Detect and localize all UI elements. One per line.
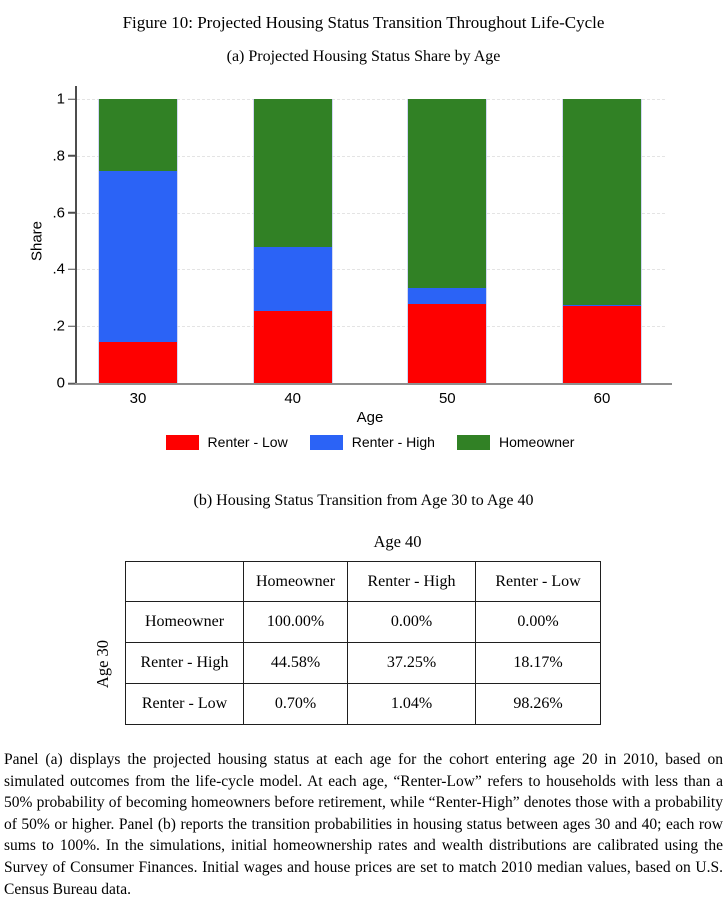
plot-area	[52, 90, 665, 392]
y-axis-title: Share	[28, 220, 46, 262]
bar-segment-homeowner	[408, 99, 486, 288]
legend-swatch-renter-low	[166, 435, 199, 450]
bar-segment-homeowner	[99, 99, 177, 171]
x-tick-label: 40	[284, 390, 301, 407]
table-cell: 37.25%	[348, 643, 476, 684]
bar-segment-renter-high	[99, 171, 177, 341]
table-cell: 100.00%	[244, 602, 348, 643]
table-cell: 0.70%	[244, 684, 348, 725]
table-row-homeowner	[126, 602, 601, 643]
table-corner-cell	[126, 562, 244, 602]
y-tick-label: .4	[52, 260, 65, 278]
legend-item-homeowner	[457, 434, 574, 450]
y-tick-label: 0	[56, 374, 65, 392]
chart-legend	[75, 434, 665, 450]
table-cell: 44.58%	[244, 643, 348, 684]
column-header-renter-high: Renter - High	[348, 562, 476, 602]
table-row-renter-low	[126, 684, 601, 725]
panel-a-chart	[0, 90, 727, 450]
legend-item-renter-low	[166, 434, 288, 450]
table-row-renter-high	[126, 643, 601, 684]
legend-label: Renter - Low	[207, 434, 288, 450]
bar-segment-homeowner	[563, 99, 641, 305]
legend-label: Homeowner	[498, 434, 575, 450]
table-cell: 1.04%	[348, 684, 476, 725]
y-tick-label: .6	[52, 204, 65, 222]
bar-segment-renter-low	[254, 311, 332, 383]
x-tick-label: 50	[438, 390, 456, 407]
row-label: Renter - High	[126, 643, 244, 684]
bars-row	[75, 99, 665, 383]
table-column-group-label: Age 40	[373, 532, 422, 551]
bar-segment-renter-high	[254, 247, 332, 311]
table-cell: 0.00%	[476, 602, 601, 643]
legend-item-renter-high	[310, 434, 435, 450]
x-tick-label: 30	[129, 390, 147, 407]
table-cell: 98.26%	[476, 684, 601, 725]
column-header-renter-low: Renter - Low	[476, 562, 601, 602]
transition-table	[125, 561, 601, 725]
bar-segment-renter-low	[99, 342, 177, 383]
y-tick-label: .8	[52, 147, 65, 165]
panel-b-title: (b) Housing Status Transition from Age 30 to Age 40	[193, 492, 534, 509]
x-tick-labels	[75, 390, 665, 407]
bar-segment-renter-high	[408, 288, 486, 304]
x-axis-line	[68, 383, 672, 385]
bar-segment-renter-low	[563, 306, 641, 383]
stacked-bar-age-30	[98, 99, 178, 383]
x-axis-title: Age	[356, 409, 384, 426]
y-tick-mark	[68, 155, 75, 157]
legend-label: Renter - High	[351, 434, 435, 450]
y-tick-mark	[68, 98, 75, 100]
y-tick-label: 1	[56, 90, 65, 108]
row-label: Homeowner	[126, 602, 244, 643]
bar-segment-homeowner	[254, 99, 332, 247]
bar-segment-renter-low	[408, 304, 486, 383]
column-header-homeowner: Homeowner	[244, 562, 348, 602]
y-tick-mark	[68, 325, 75, 327]
legend-swatch-homeowner	[457, 435, 490, 450]
panel-a-title: (a) Projected Housing Status Share by Age	[226, 48, 501, 65]
table-header-row	[126, 562, 601, 602]
x-tick-label: 60	[593, 390, 611, 407]
y-tick-label: .2	[52, 317, 65, 335]
table-cell: 18.17%	[476, 643, 601, 684]
table-cell: 0.00%	[348, 602, 476, 643]
legend-swatch-renter-high	[310, 435, 343, 450]
row-label: Renter - Low	[126, 684, 244, 725]
y-tick-mark	[68, 212, 75, 214]
y-tick-mark	[68, 382, 75, 384]
stacked-bar-age-40	[253, 99, 333, 383]
table-row-group-label: Age 30	[93, 639, 112, 689]
stacked-bar-age-60	[562, 99, 642, 383]
figure-caption: Panel (a) displays the projected housing status at each age for the cohort entering age 20 in 2010, based on simulated outcomes from the life-cycle model. At each age, “Renter-Low” refers to households with less than a 50% probability of becoming homeowners before retirement, while “Renter-High” denotes those with a probability of 50% or higher. Panel (b) reports the transition probabilities in housing status between ages 30 and 40; each row sums to 100%. In the simulations, initial homeownership rates and wealth distributions are calibrated using the Survey of Consumer Finances. Initial wages and house prices are set to match 2010 median values, based on U.S. Census Bureau data.	[4, 751, 723, 898]
stacked-bar-age-50	[407, 99, 487, 383]
transition-table-block	[93, 561, 601, 725]
figure-title: Figure 10: Projected Housing Status Transition Throughout Life-Cycle	[122, 13, 605, 32]
y-tick-mark	[68, 269, 75, 271]
